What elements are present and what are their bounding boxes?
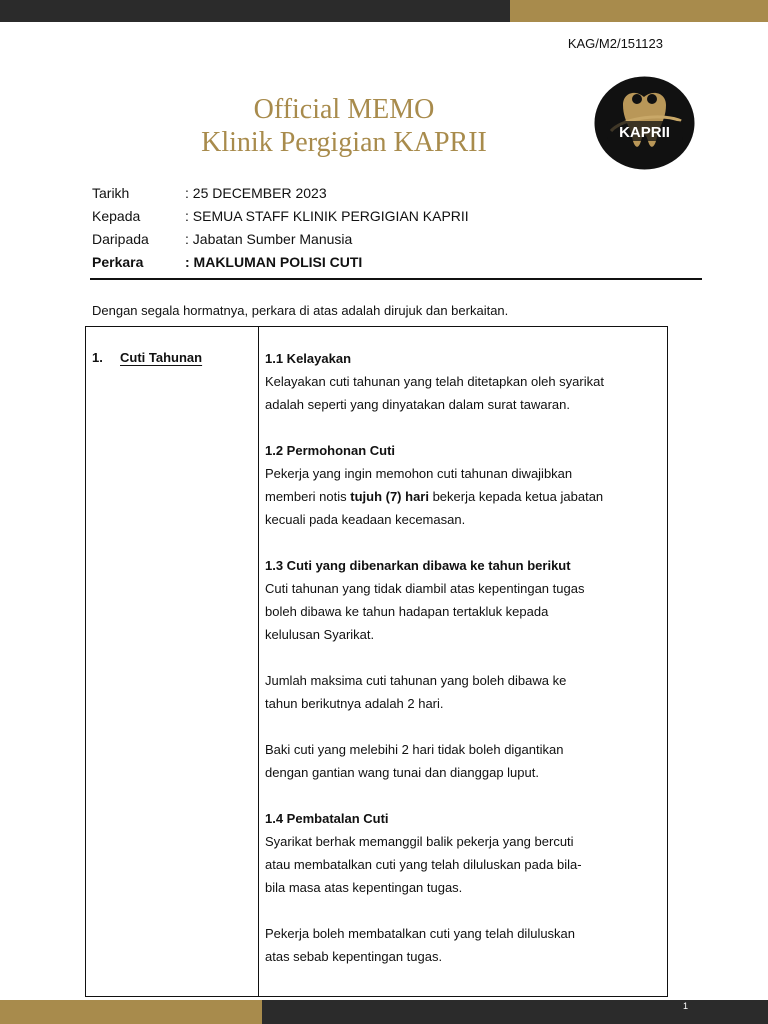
paragraph-line (265, 485, 660, 508)
paragraph-line: atas sebab kepentingan tugas. (265, 949, 443, 964)
memo-title: Official MEMO (253, 94, 435, 125)
paragraph (265, 922, 660, 968)
paragraph (265, 738, 660, 784)
memo-subtitle: Klinik Pergigian KAPRII (201, 127, 487, 158)
meta-subject-value: : MAKLUMAN POLISI CUTI (185, 254, 363, 270)
paragraph-line: dengan gantian wang tunai dan dianggap luput. (265, 765, 539, 780)
paragraph-line: bila masa atas kepentingan tugas. (265, 880, 463, 895)
paragraph-line: Baki cuti yang melebihi 2 hari tidak boleh digantikan (265, 742, 564, 757)
paragraph-line: Cuti tahunan yang tidak diambil atas kepentingan tugas (265, 581, 585, 596)
meta-date-label: Tarikh (92, 185, 130, 201)
subsection-1-3 (265, 554, 660, 646)
policy-table-column-divider (258, 326, 259, 997)
subsection-heading: 1.2 Permohonan Cuti (265, 443, 396, 458)
paragraph-line: atau membatalkan cuti yang telah diluluskan pada bila- (265, 857, 582, 872)
policy-content (265, 347, 660, 991)
paragraph-line: boleh dibawa ke tahun hadapan tertakluk kepada (265, 604, 549, 619)
paragraph (265, 669, 660, 715)
intro-paragraph: Dengan segala hormatnya, perkara di atas adalah dirujuk dan berkaitan. (92, 303, 509, 318)
paragraph-line: adalah seperti yang dinyatakan dalam surat tawaran. (265, 397, 570, 412)
meta-from-value: : Jabatan Sumber Manusia (185, 231, 353, 247)
subsection-heading: 1.3 Cuti yang dibenarkan dibawa ke tahun berikut (265, 558, 571, 573)
page-number: 1 (682, 1001, 688, 1011)
meta-to-value: : SEMUA STAFF KLINIK PERGIGIAN KAPRII (185, 208, 469, 224)
meta-subject-label: Perkara (92, 254, 144, 270)
paragraph-line: Pekerja boleh membatalkan cuti yang telah diluluskan (265, 926, 576, 941)
top-bar-dark (0, 0, 510, 22)
section-number: 1. (92, 350, 103, 365)
section-title: Cuti Tahunan (120, 350, 203, 365)
subsection-1-4 (265, 807, 660, 899)
subsection-heading: 1.4 Pembatalan Cuti (265, 811, 389, 826)
paragraph-line: Jumlah maksima cuti tahunan yang boleh dibawa ke (265, 673, 567, 688)
paragraph-line: Syarikat berhak memanggil balik pekerja yang bercuti (265, 834, 574, 849)
meta-from-label: Daripada (92, 231, 149, 247)
logo-text: KAPRII (619, 124, 670, 141)
paragraph-line: tahun berikutnya adalah 2 hari. (265, 696, 444, 711)
bottom-bar-dark (262, 1000, 768, 1024)
bottom-bar-gold (0, 1000, 262, 1024)
subsection-1-2 (265, 439, 660, 531)
text-fragment: bekerja kepada ketua jabatan (428, 489, 604, 504)
notice-period: tujuh (7) hari (350, 489, 429, 504)
paragraph-line: Pekerja yang ingin memohon cuti tahunan diwajibkan (265, 466, 573, 481)
paragraph-line: kelulusan Syarikat. (265, 627, 375, 642)
meta-to-label: Kepada (92, 208, 141, 224)
header-divider (90, 278, 702, 280)
reference-number: KAG/M2/151123 (567, 36, 663, 51)
kaprii-logo (593, 75, 696, 171)
paragraph-line: Kelayakan cuti tahunan yang telah ditetapkan oleh syarikat (265, 374, 604, 389)
text-fragment: memberi notis (265, 489, 351, 504)
subsection-1-1 (265, 347, 660, 416)
meta-date-value: : 25 DECEMBER 2023 (185, 185, 327, 201)
top-bar-gold (510, 0, 768, 22)
paragraph-line: kecuali pada keadaan kecemasan. (265, 512, 466, 527)
subsection-heading: 1.1 Kelayakan (265, 351, 352, 366)
